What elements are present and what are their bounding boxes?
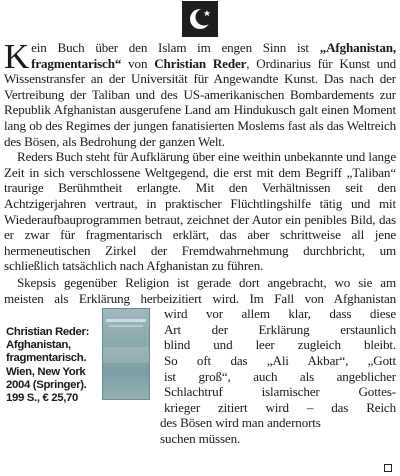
paragraph-3-line: So oft das „Ali Akbar“, „Gott	[164, 353, 396, 368]
crescent-star-icon	[182, 1, 218, 37]
cover-title-mark	[106, 319, 146, 322]
paragraph-3-line: ist groß“, auch als angeblicher	[164, 368, 396, 384]
drop-cap: K	[4, 37, 30, 76]
book-cover-image	[102, 308, 150, 400]
paragraph-3-line: des Bösen wird man andernorts	[160, 415, 321, 431]
paragraph-3-line: Art der Erklärung erstaunlich	[164, 321, 396, 337]
caption-line: Wien, New York	[6, 365, 86, 378]
paragraph-3-line: Skepsis gegenüber Religion ist gerade dort angebracht, wo sie am	[17, 275, 396, 290]
paragraph-3-line: suchen müssen.	[160, 431, 241, 446]
paragraph-3-line: Schlachtruf islamischer Gottes-	[164, 384, 396, 400]
paragraph-3-line: krieger zitiert wird – das Reich	[164, 399, 396, 415]
paragraph-2: Reders Buch steht für Aufklärung über eine weithin unbekannte und lange Zeit in sich verschlossene Weltgegend, die erst mit dem Begriff „Taliban“ traurige Berühmtheit erlangte. Mit den Verhältnissen seit den Achtzigerjahren vertraut, in praktischer Flüchtlingshilfe tätig und mit Wiederaufbauprogrammen betraut, zeichnet der Autor ein penibles Bild, das er zwar für fragmentarisch erklärt, das aber schrittweise all jene hermeneutischen Zirkel der Fremdwahrnehmung durchbricht, um schließlich tatsächlich nach Afghanistan zu führen.	[4, 149, 396, 274]
cover-stripe	[103, 347, 149, 363]
paragraph-3-line: blind und leer zugleich bleibt.	[164, 337, 396, 353]
paragraph-3-line: meisten als Erklärung herbeizitiert wird. Im Fall von Afghanistan	[4, 290, 396, 306]
paragraph-3-line: wird vor allem klar, dass diese	[164, 306, 396, 322]
book-caption	[6, 326, 106, 406]
author-name: Christian Reder	[154, 55, 247, 71]
book-title: „Afghanistan, fragmentarisch“	[31, 40, 396, 71]
end-of-article-mark	[384, 464, 392, 472]
caption-line: 199 S., € 25,70	[6, 392, 79, 405]
caption-line: 2004 (Springer).	[6, 378, 87, 391]
caption-line: Afghanistan,	[6, 339, 71, 352]
caption-line: fragmentarisch.	[6, 352, 87, 365]
caption-line: Christian Reder:	[6, 325, 90, 338]
article-body	[4, 37, 396, 274]
paragraph-1: Kein Buch über den Islam im engen Sinn ist „Afghanistan, fragmentarisch“ von Christian Reder, Ordinarius für Kunst und Wissenstransfer an der Universität für Angewandte Kunst. Das nach der Vertreibung der Taliban und des US-amerikanischen Bombardements zur Republik Afghanistan ausgerufene Land am Hindukusch galt einen Moment lang ob des Regimes der jungen fanatisierten Moslems fast als das Weltreich des Bösen, als Bedrohung der ganzen Welt.	[4, 37, 396, 149]
cover-subtitle-mark	[109, 325, 143, 327]
